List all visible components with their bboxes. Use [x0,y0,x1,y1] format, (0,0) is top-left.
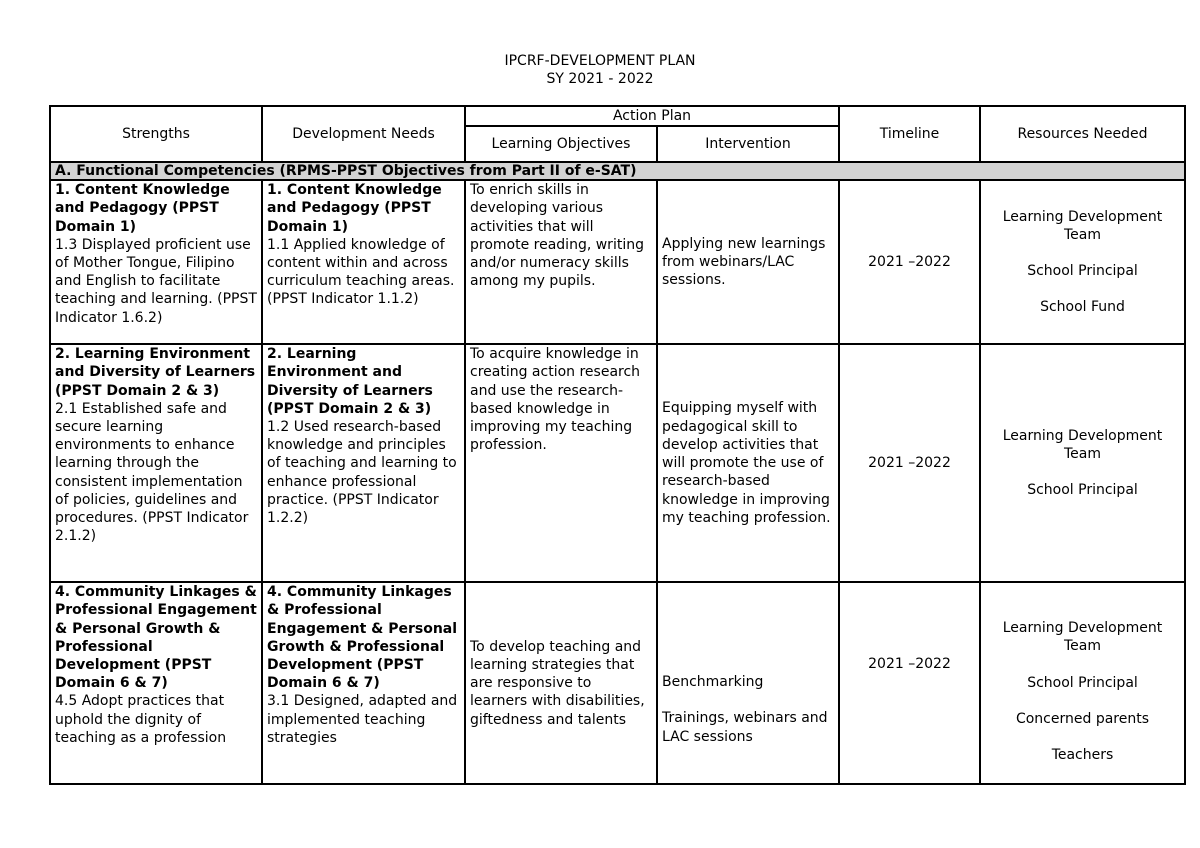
timeline-cell: 2021 –2022 [839,344,980,582]
header-strengths: Strengths [50,106,262,162]
table-row [50,344,1185,582]
resource-item: Learning Development Team [1002,208,1163,243]
intervention-cell: Equipping myself with pedagogical skill to develop activities that will promote the use of research-based knowledge in improving my teaching profession. [657,344,839,582]
table-row [50,582,1185,784]
resource-item: School Principal [1027,674,1138,691]
resource-item: Learning Development Team [1002,427,1163,463]
title-line-2: SY 2021 - 2022 [546,71,654,87]
need-text: 1.2 Used research-based knowledge and principles of teaching and learning to enhance professional practice. (PPST Indicator 1.2.2) [267,419,457,527]
resource-item: Learning Development Team [1002,620,1163,655]
strength-title: 2. Learning Environment and Diversity of Learners (PPST Domain 2 & 3) [55,346,256,399]
intervention-item: Benchmarking [662,674,764,691]
header-development-needs: Development Needs [262,106,465,162]
need-cell [262,582,465,784]
header-learning-objectives: Learning Objectives [465,126,657,162]
intervention-cell: Applying new learnings from webinars/LAC sessions. [657,180,839,344]
development-plan-table [49,105,1186,785]
need-title: 1. Content Knowledge and Pedagogy (PPST Domain 1) [267,182,442,235]
section-functional-competencies: A. Functional Competencies (RPMS-PPST Objectives from Part II of e-SAT) [50,162,1185,180]
table-row [50,180,1185,344]
header-intervention: Intervention [657,126,839,162]
title-line-1: IPCRF-DEVELOPMENT PLAN [504,53,696,69]
resource-item: Teachers [1051,747,1114,764]
objective-cell: To enrich skills in developing various activities that will promote reading, writing and/or numeracy skills among my pupils. [465,180,657,344]
intervention-cell [657,582,839,784]
timeline-cell: 2021 –2022 [839,180,980,344]
strength-title: 1. Content Knowledge and Pedagogy (PPST Domain 1) [55,182,230,235]
resource-item: School Fund [1040,299,1125,316]
intervention-item: Trainings, webinars and LAC sessions [662,710,828,745]
need-cell [262,180,465,344]
header-resources-needed: Resources Needed [980,106,1185,162]
resources-cell [980,582,1185,784]
need-title: 4. Community Linkages & Professional Engagement & Personal Growth & Professional Development (PPST Domain 6 & 7) [267,584,458,692]
strength-cell [50,344,262,582]
strength-title: 4. Community Linkages & Professional Engagement & Personal Growth & Professional Development (PPST Domain 6 & 7) [55,584,257,692]
resource-item: Concerned parents [1015,710,1150,727]
need-title: 2. Learning Environment and Diversity of Learners (PPST Domain 2 & 3) [267,346,433,417]
section-row [50,162,1185,180]
objective-cell: To develop teaching and learning strategies that are responsive to learners with disabilities, giftedness and talents [465,582,657,784]
strength-text: 1.3 Displayed proficient use of Mother Tongue, Filipino and English to facilitate teaching and learning. (PPST Indicator 1.6.2) [55,236,257,326]
strength-text: 2.1 Established safe and secure learning environments to enhance learning through the consistent implementation of policies, guidelines and procedures. (PPST Indicator 2.1.2) [55,400,249,545]
need-text: 1.1 Applied knowledge of content within and across curriculum teaching areas. (PPST Indicator 1.1.2) [267,236,455,308]
timeline-value: 2021 –2022 [868,656,951,673]
strength-cell [50,180,262,344]
strength-text: 4.5 Adopt practices that uphold the dignity of teaching as a profession [55,693,227,746]
objective-cell: To acquire knowledge in creating action research and use the research-based knowledge in improving my teaching profession. [465,344,657,582]
strength-cell [50,582,262,784]
timeline-cell [839,582,980,784]
resource-item: School Principal [1027,482,1138,499]
resources-cell [980,344,1185,582]
need-cell [262,344,465,582]
header-row-1 [50,106,1185,126]
header-timeline: Timeline [839,106,980,162]
resource-item: School Principal [1027,263,1138,280]
need-text: 3.1 Designed, adapted and implemented teaching strategies [267,693,458,746]
document-title [0,52,1200,88]
resources-cell [980,180,1185,344]
header-action-plan: Action Plan [465,106,839,126]
